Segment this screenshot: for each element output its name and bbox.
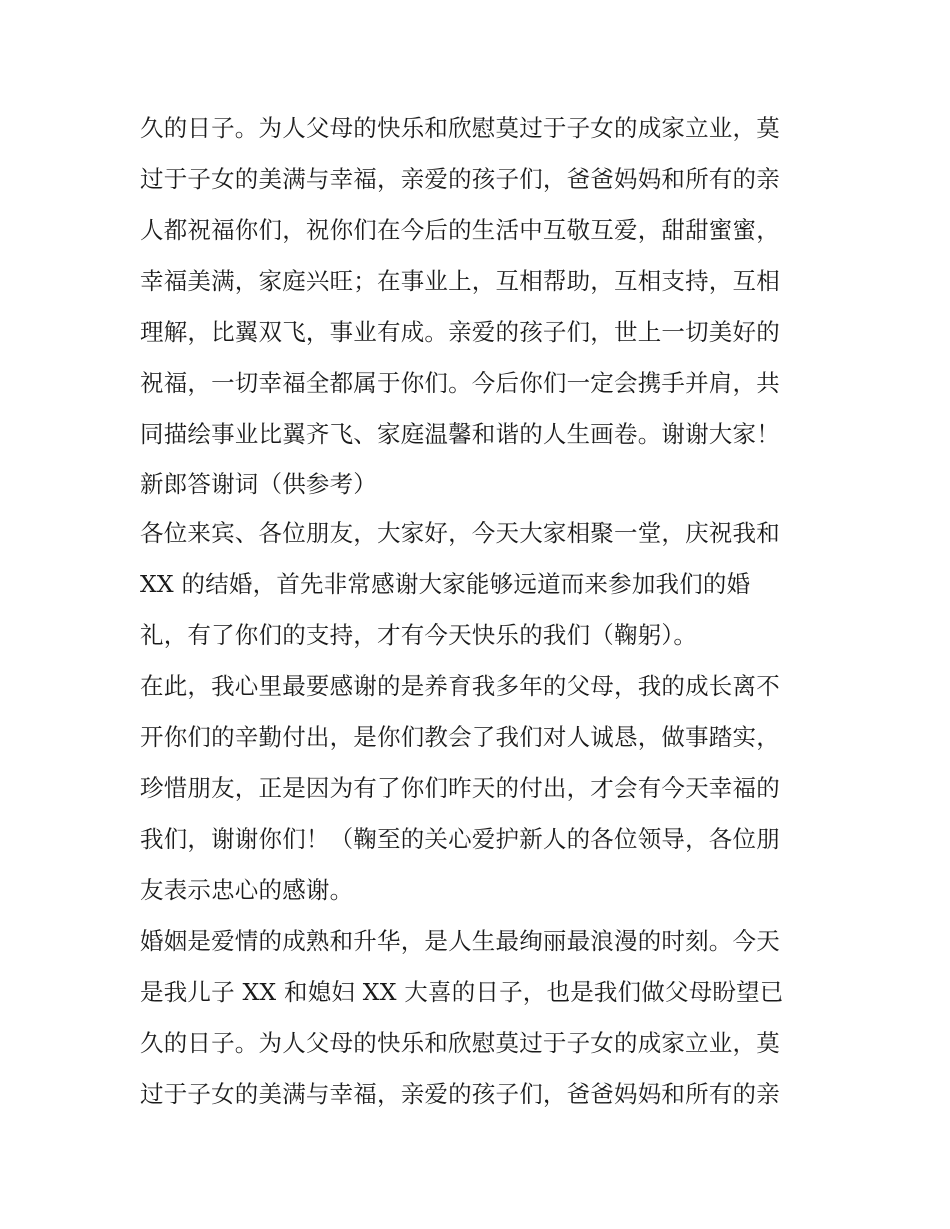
text-line: 我们，谢谢你们！（鞠至的关心爱护新人的各位领导，各位朋 [140, 825, 780, 853]
text-line: 是我儿子 XX 和媳妇 XX 大喜的日子，也是我们做父母盼望已 [140, 978, 784, 1006]
text-line: 过于子女的美满与幸福，亲爱的孩子们，爸爸妈妈和所有的亲 [140, 1080, 780, 1108]
text-line: 珍惜朋友，正是因为有了你们昨天的付出，才会有今天幸福的 [140, 774, 780, 802]
text-line: 过于子女的美满与幸福，亲爱的孩子们，爸爸妈妈和所有的亲 [140, 165, 780, 193]
text-line: 久的日子。为人父母的快乐和欣慰莫过于子女的成家立业，莫 [140, 114, 780, 142]
text-line: 理解，比翼双飞，事业有成。亲爱的孩子们，世上一切美好的 [140, 318, 780, 346]
text-line: 同描绘事业比翼齐飞、家庭温馨和谐的人生画卷。谢谢大家！ [140, 420, 780, 448]
text-line: 人都祝福你们，祝你们在今后的生活中互敬互爱，甜甜蜜蜜， [140, 216, 780, 244]
section-heading: 新郎答谢词（供参考） [140, 470, 377, 498]
text-line: 开你们的辛勤付出，是你们教会了我们对人诚恳，做事踏实， [140, 723, 780, 751]
text-line: 礼，有了你们的支持，才有今天快乐的我们（鞠躬）。 [140, 621, 698, 649]
text-line: 在此，我心里最要感谢的是养育我多年的父母，我的成长离不 [140, 672, 780, 700]
text-line: 久的日子。为人父母的快乐和欣慰莫过于子女的成家立业，莫 [140, 1029, 780, 1057]
text-line: 祝福，一切幸福全都属于你们。今后你们一定会携手并肩，共 [140, 369, 780, 397]
text-line: 友表示忠心的感谢。 [140, 876, 354, 904]
text-line: 幸福美满，家庭兴旺；在事业上，互相帮助，互相支持，互相 [140, 267, 780, 295]
text-line: XX 的结婚，首先非常感谢大家能够远道而来参加我们的婚 [140, 570, 751, 598]
text-line: 各位来宾、各位朋友，大家好，今天大家相聚一堂，庆祝我和 [140, 519, 780, 547]
document-body [140, 103, 830, 1120]
text-line: 婚姻是爱情的成熟和升华，是人生最绚丽最浪漫的时刻。今天 [140, 927, 780, 955]
